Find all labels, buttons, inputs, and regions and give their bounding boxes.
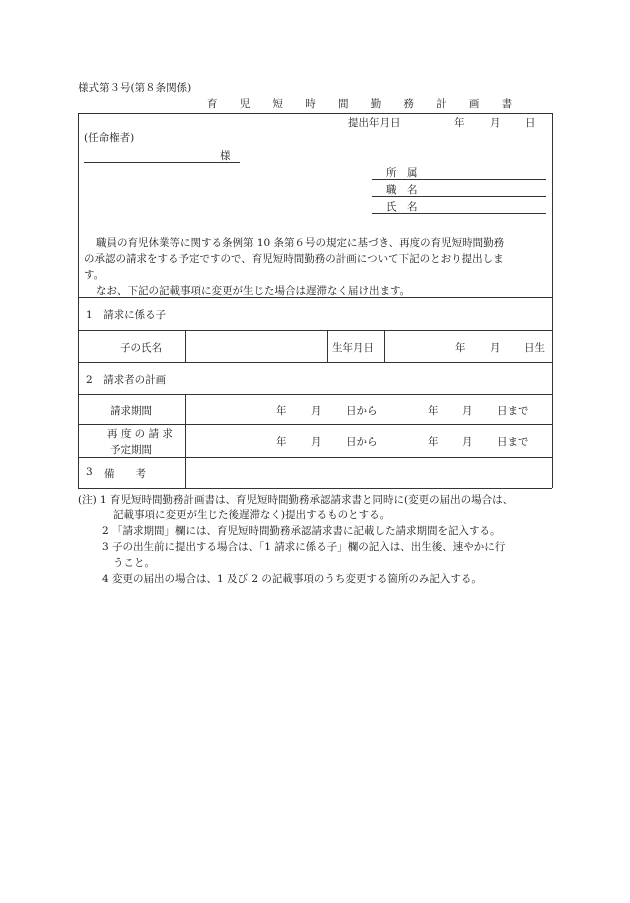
birth-day: 日生 [524,342,545,354]
body-line-1: 職員の育児休業等に関する条例第 10 条第６号の規定に基づき、再度の育児短時間勤務 [96,237,505,249]
birth-year: 年 [455,342,466,354]
name-label: 氏 名 [386,201,418,213]
section-3-number: 3 [86,466,93,478]
submission-year: 年 [454,117,465,129]
period-to-day: 日まで [497,405,529,417]
period-to-month: 月 [462,405,473,417]
affiliation-label: 所 属 [386,167,418,179]
body-line-2: の承認の請求をする予定ですので、育児短時間勤務の計画について下記のとおり提出しま [84,253,504,265]
planned-period-label-2: 予定期間 [110,444,152,456]
addressee-line[interactable] [84,162,240,163]
note-2: 2 「請求期間」欄には、育児短時間勤務承認請求書に記載した請求期間を記入する。 [102,525,501,537]
planned-period-label-1: 再 度 の 請 求 [107,428,173,440]
note-1b: 記載事項に変更が生じた後遅滞なく)提出するものとする。 [113,509,391,521]
child-name-field[interactable] [188,332,326,361]
planned-to-day: 日まで [497,436,529,448]
submission-day: 日 [525,117,536,129]
planned-from-day: 日から [346,436,378,448]
addressee-label: (任命権者) [84,132,135,144]
planned-from-year: 年 [276,436,287,448]
body-line-3: す。 [84,269,105,281]
affiliation-line[interactable] [372,179,546,180]
planned-from-month: 月 [311,436,322,448]
note-3b: うこと。 [113,557,155,569]
body-line-4: なお、下記の記載事項に変更が生じた場合は遅滞なく届け出ます。 [96,285,411,297]
position-label: 職 名 [386,184,418,196]
section-1-heading: 1 請求に係る子 [86,309,167,321]
remarks-label: 備 考 [104,468,146,480]
birth-date-label: 生年月日 [332,342,374,354]
birth-month: 月 [490,342,501,354]
request-period-label: 請求期間 [110,405,152,417]
note-4: 4 変更の届出の場合は、1 及び 2 の記載事項のうち変更する箇所のみ記入する。 [102,573,482,585]
note-1a: (注) 1 育児短時間勤務計画書は、育児短時間勤務承認請求書と同時に(変更の届出の場合は、 [78,494,514,506]
period-from-month: 月 [311,405,322,417]
period-from-day: 日から [346,405,378,417]
section-2-heading: 2 請求者の計画 [86,374,167,386]
period-to-year: 年 [428,405,439,417]
addressee-honorific: 様 [220,150,231,162]
submission-date-label: 提出年月日 [348,117,401,129]
form-number: 様式第３号(第８条関係) [78,82,192,94]
remarks-field[interactable] [188,459,550,486]
position-line[interactable] [372,196,546,197]
planned-to-year: 年 [428,436,439,448]
period-from-year: 年 [276,405,287,417]
child-name-label: 子の氏名 [120,342,162,354]
submission-month: 月 [490,117,501,129]
name-line[interactable] [372,213,546,214]
planned-to-month: 月 [462,436,473,448]
note-3a: 3 子の出生前に提出する場合は、「1 請求に係る子」欄の記入は、出生後、速やかに行 [102,541,506,553]
document-title: 育 児 短 時 間 勤 務 計 画 書 [207,98,522,110]
